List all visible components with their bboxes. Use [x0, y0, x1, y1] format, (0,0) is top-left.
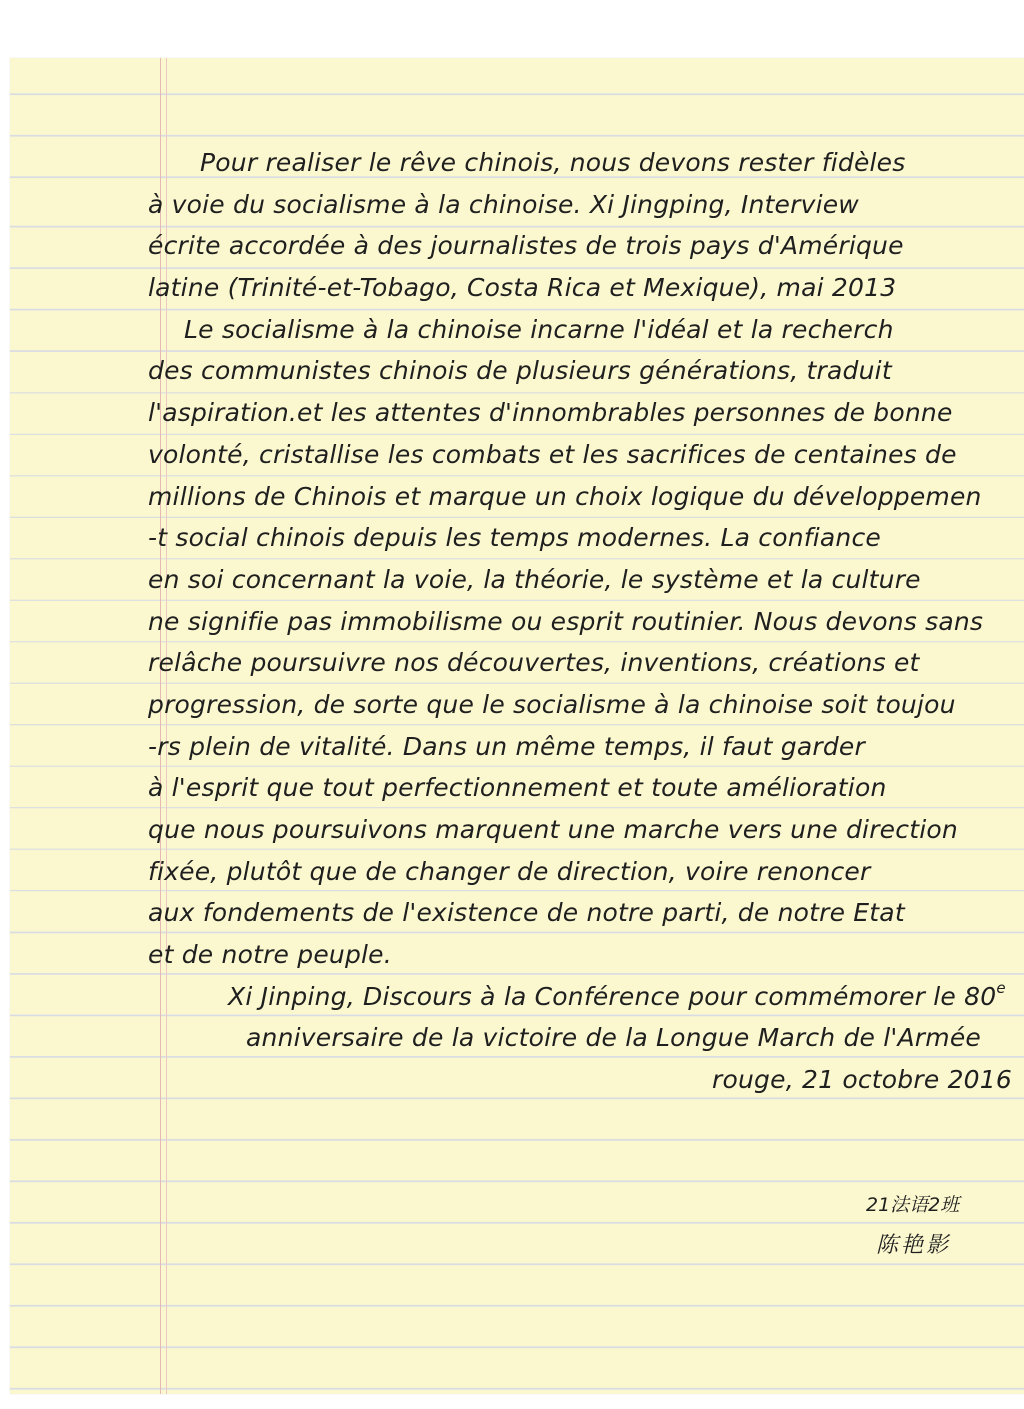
signature-text: Xi Jinping, Discours à la Conférence pour commémorer le 80: [228, 981, 997, 1011]
text-line: latine (Trinité-et-Tobago, Costa Rica et Mexique), mai 2013: [148, 273, 897, 303]
signature-line: anniversaire de la victoire de la Longue March de l'Armée: [246, 1023, 981, 1053]
signature-line: [148, 976, 1012, 1018]
text-line: Le socialisme à la chinoise incarne l'idéal et la recherch: [184, 314, 894, 344]
text-line: à voie du socialisme à la chinoise. Xi Jingping, Interview: [148, 189, 859, 219]
text-line: l'aspiration.et les attentes d'innombrables personnes de bonne: [148, 398, 953, 428]
text-line: progression, de sorte que le socialisme à la chinoise soit toujou: [148, 689, 956, 719]
text-line: millions de Chinois et marque un choix logique du développemen: [148, 481, 982, 511]
text-line: des communistes chinois de plusieurs générations, traduit: [148, 356, 892, 386]
text-line: que nous poursuivons marquent une marche vers une direction: [148, 815, 958, 844]
signature-date: rouge, 21 octobre 2016: [712, 1065, 1012, 1095]
handwritten-text: [148, 142, 1012, 1101]
text-line: -t social chinois depuis les temps modernes. La confiance: [148, 523, 881, 553]
text-line: en soi concernant la voie, la théorie, le système et la culture: [148, 564, 921, 594]
text-line: à l'esprit que tout perfectionnement et toute amélioration: [148, 773, 887, 803]
text-line: relâche poursuivre nos découvertes, inventions, créations et: [148, 648, 920, 678]
text-line: aux fondements de l'existence de notre parti, de notre Etat: [148, 898, 905, 928]
text-line: fixée, plutôt que de changer de direction, voire renoncer: [148, 856, 871, 886]
author-name: 陈艳影: [876, 1233, 952, 1258]
author-block: [860, 1190, 1020, 1264]
text-line: volonté, cristallise les combats et les sacrifices de centaines de: [148, 439, 957, 469]
text-line: ne signifie pas immobilisme ou esprit routinier. Nous devons sans: [148, 606, 984, 636]
ordinal-superscript: e: [996, 978, 1006, 997]
text-line: écrite accordée à des journalistes de trois pays d'Amérique: [148, 231, 904, 261]
text-line: Pour realiser le rêve chinois, nous devons rester fidèles: [200, 148, 906, 177]
text-line: -rs plein de vitalité. Dans un même temps, il faut garder: [148, 731, 865, 761]
class-label: 21法语2班: [866, 1194, 960, 1216]
text-line: et de notre peuple.: [148, 940, 392, 970]
